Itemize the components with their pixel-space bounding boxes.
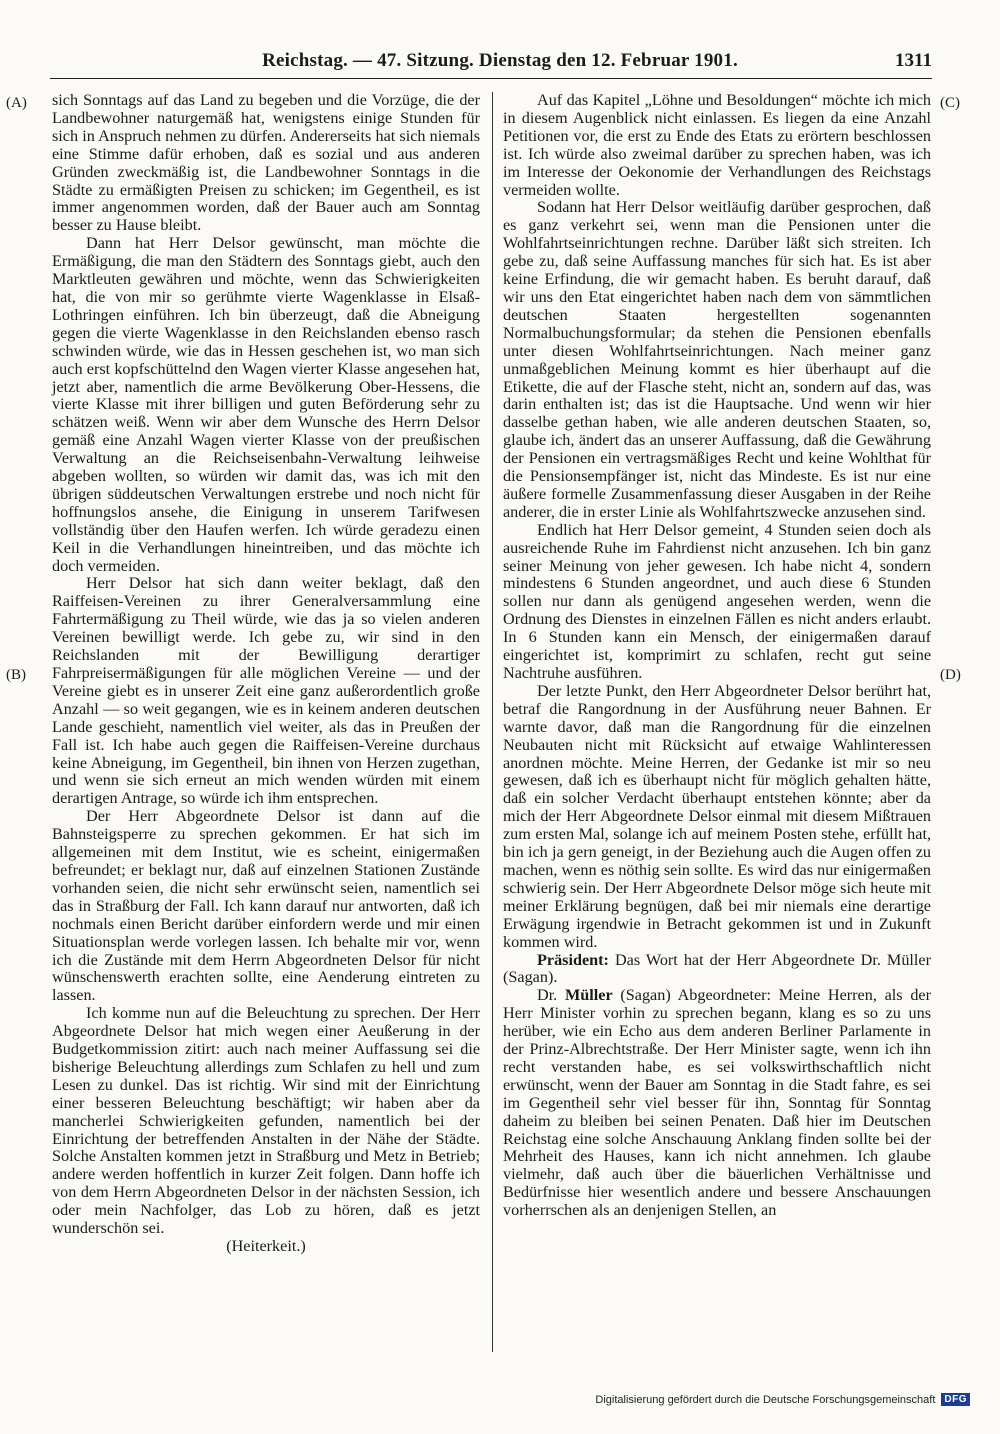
- footer: [595, 1393, 970, 1406]
- page-header: [0, 44, 1000, 78]
- speaker-label: Präsident:: [537, 950, 609, 969]
- margin-marker-c: (C): [940, 95, 960, 111]
- running-title: Reichstag. — 47. Sitzung. Dienstag den 12. Februar 1901.: [262, 50, 738, 71]
- paragraph: Der letzte Punkt, den Herr Abgeordneter Delsor berührt hat, betraf die Rangordnung in der Ausführung neuer Bahnen. Er warnte davor, daß man die Rangordnung für die einzelnen Neubauten nicht mit Rücksicht auf etwaige Wahlinteressen anordnen möchte. Meine Herren, der Gedanke ist mir so neu gewesen, daß ich es überhaupt nicht für möglich gehalten hätte, daß ein solcher Verdacht überhaupt entstehen könnte; aber da mich der Herr Abgeordnete Delsor einmal mit diesem Mißtrauen zum ersten Mal, solange ich auf meinem Posten stehe, erfüllt hat, bin ich ja gern geneigt, in der Beziehung auch die Augen offen zu machen, wenn es nöthig sein sollte. Es wird das nur einigermaßen schwierig sein. Der Herr Abgeordnete Delsor möge sich heute mit meiner Erklärung begnügen, daß bei mir niemals eine derartige Erwägung irgendwie in Betracht gekommen ist und in Zukunft kommen wird.: [503, 681, 931, 951]
- paragraph: Dann hat Herr Delsor gewünscht, man möchte die Ermäßigung, die man den Städtern des Sonntags giebt, auch den Marktleuten gewähren und möchte, wenn das Schwierigkeiten hat, die von mir so gerühmte vierte Wagenklasse in Elsaß-Lothringen einführen. Ich bin überzeugt, daß die Abneigung gegen die vierte Wagenklasse in den Reichslanden ebenso rasch schwinden würde, wie das in Hessen geschehen ist, wo man sich auch erst kopfschüttelnd den Wagen vierter Klasse angesehen hat, jetzt aber, namentlich die arme Bevölkerung Ober-Hessens, die vierte Klasse mit ihrer billigen und guten Beförderung sehr zu schätzen weiß. Wenn wir aber dem Wunsche des Herrn Delsor gemäß eine Anzahl Wagen vierter Klasse von der preußischen Verwaltung an die Reichseisenbahn-Verwaltung leihweise abgeben wollten, so würden wir damit das, was ich mit den übrigen süddeutschen Verwaltungen erstrebe und noch nicht für hoffnungslos ansehe, die Einigung in unserem Tarifwesen vollständig über den Haufen werfen. Ich würde geradezu einen Keil in die Verhandlungen hineintreiben, und das möchte ich doch vermeiden.: [52, 234, 480, 575]
- speaker-name: Müller: [564, 986, 613, 1005]
- speaker-paragraph: [503, 952, 931, 988]
- page-number: 1311: [895, 50, 932, 71]
- header-rule: [50, 78, 932, 79]
- right-column: [503, 92, 931, 1220]
- speaker-text: (Sagan) Abgeordneter: Meine Herren, als der Herr Minister vorhin zu sprechen begann, klang es so zu uns herüber, wie ein Echo aus dem anderen Berliner Parlamente in der Prinz-Albrechtstraße. Der Herr Minister sagte, wenn ich ihn recht verstanden habe, es sei volkswirthschaftlich nicht erwünscht, wenn der Bauer am Sonntag in die Stadt fahre, es sei im Gegentheil sehr viel besser für ihn, Sonntag für Sonntag daheim zu bleiben bei seinen Penaten. Daß hier im Deutschen Reichstag eine solche Anschauung Anklang finden sollte bei der Mehrheit des Hauses, kann ich nicht annehmen. Ich glaube vielmehr, daß auch über die bäuerlichen Verhältnisse und Bedürfnisse hier wesentlich andere und bessere Anschauungen vorherrschen als an denjenigen Stellen, an: [503, 986, 931, 1220]
- margin-marker-d: (D): [940, 667, 961, 683]
- paragraph: Herr Delsor hat sich dann weiter beklagt, daß den Raiffeisen-Vereinen zu ihrer Generalversammlung eine Fahrtermäßigung zu Theil würde, wie das ja so vielen anderen Vereinen bewilligt werde. Ich gebe zu, wir sind in den Reichslanden mit der Bewilligung derartiger Fahrpreisermäßigungen für alle möglichen Vereine — und der Vereine giebt es in unserer Zeit eine ganz außerordentlich große Anzahl — so weit gegangen, wie es in keinem anderen deutschen Lande geschieht, namentlich viel weiter, als das in Preußen der Fall ist. Ich habe auch gegen die Raiffeisen-Vereine durchaus keine Abneigung, im Gegentheil, bin ihnen von Herzen zugethan, und wenn sie sich erneut an mich wenden würden mit einem derartigen Antrage, so würde ich ihm entsprechen.: [52, 574, 480, 808]
- interjection: (Heiterkeit.): [226, 1237, 306, 1255]
- paragraph: Endlich hat Herr Delsor gemeint, 4 Stunden seien doch als ausreichende Ruhe im Fahrdienst nicht anzusehen. Ich bin ganz seiner Meinung von jeher gewesen. Ich habe nicht 4, sondern mindestens 6 Stunden angeordnet, und auch diese 6 Stunden sollen nur dann als genügend angesehen werden, wenn die Ordnung des Dienstes in einzelnen Fällen es nicht anders erlaubt. In 6 Stunden kann ein Mensch, der einigermaßen darauf eingerichtet ist, komprimirt zu schlafen, recht gut seine Nachtruhe ausführen.: [503, 520, 931, 682]
- margin-marker-b: (B): [6, 667, 26, 683]
- dfg-logo: DFG: [941, 1393, 970, 1406]
- paragraph: Der Herr Abgeordnete Delsor ist dann auf die Bahnsteigsperre zu sprechen gekommen. Er hat sich im allgemeinen mit dem Institut, wie es scheint, einigermaßen befreundet; er beklagt nur, daß auf einzelnen Stationen Zustände vorhanden seien, die nicht sehr erwünscht seien, namentlich sei das in Straßburg der Fall. Ich kann darauf nur antworten, daß ich nochmals einen Bericht darüber einfordern werde und mir einen Situationsplan werde vorlegen lassen. Ich behalte mir vor, wenn ich die Zustände mit dem Herrn Abgeordneten Delsor für nicht wünschenswerth erachten sollte, eine Aenderung eintreten zu lassen.: [52, 807, 480, 1005]
- column-divider: [492, 92, 493, 1352]
- speaker-title: Dr.: [537, 986, 565, 1005]
- margin-marker-a: (A): [6, 95, 27, 111]
- left-column: [52, 92, 480, 1256]
- paragraph: Auf das Kapitel „Löhne und Besoldungen“ möchte ich mich in diesem Augenblick nicht einlassen. Es liegen da eine Anzahl Petitionen vor, die erst zu Ende des Etats zu erörtern beschlossen ist. Ich würde also zweimal darüber zu sprechen haben, was ich im Interesse der Oekonomie der Verhandlungen des Reichstags vermeiden wollte.: [503, 91, 931, 199]
- speaker-paragraph: [503, 987, 931, 1220]
- paragraph: Sodann hat Herr Delsor weitläufig darüber gesprochen, daß es ganz verkehrt sei, wenn man die Pensionen unter die Wohlfahrtseinrichtungen rechne. Darüber läßt sich streiten. Ich gebe zu, daß seine Auffassung manches für sich hat. Es ist aber keine Erfindung, die wir gemacht haben. Es beruht darauf, daß wir uns den Etat eingerichtet haben nach dem von sämmtlichen deutschen Staaten hergestellten sogenannten Normalbuchungsformular; da stehen die Pensionen ebenfalls unter diesen Wohlfahrtseinrichtungen. Nach meiner ganz unmaßgeblichen Meinung kommt es hier überhaupt auf die Etikette, die auf der Flasche steht, nicht an, sondern auf das, was darin enthalten ist; das ist die Hauptsache. Und wenn wir hier dasselbe gethan haben, wie alle anderen deutschen Staaten, so, glaube ich, ändert das an unserer Auffassung, daß die Gewährung der Pensionen ein vertragsmäßiges Recht und keine Wohlthat für die Pensionsempfänger ist, nicht das Mindeste. Es ist nur eine äußere formelle Zusammenfassung dieser Ausgaben in der Reihe anderer, die in erster Linie als Wohlfahrtszwecke anzusehen sind.: [503, 198, 931, 521]
- speaker-text: Das Wort hat der Herr Abgeordnete Dr. Müller (Sagan).: [503, 950, 931, 987]
- funding-note: Digitalisierung gefördert durch die Deutsche Forschungsgemeinschaft: [595, 1393, 936, 1406]
- paragraph: sich Sonntags auf das Land zu begeben und die Vorzüge, die der Landbewohner naturgemäß hat, wenigstens einige Stunden für sich in Anspruch nehmen zu dürfen. Andererseits hat sich niemals eine Stimme dafür erhoben, daß es sozial und aus anderen Gründen zweckmäßig ist, die Landbewohner Sonntags in die Städte zu ermäßigten Preisen zu schicken; im Gegentheil, es ist immer angenommen worden, daß der Bauer auch am Sonntag besser zu Hause bleibt.: [52, 91, 480, 235]
- paragraph: Ich komme nun auf die Beleuchtung zu sprechen. Der Herr Abgeordnete Delsor hat mich wegen einer Aeußerung in der Budgetkommission zitirt: auch nach meiner Auffassung sei die bisherige Beleuchtung allerdings zum Schlafen zu hell und zum Lesen zu dunkel. Das ist richtig. Wir sind mit der Einrichtung einer besseren Beleuchtung beschäftigt; wir haben aber da mancherlei Schwierigkeiten gefunden, namentlich bei der Einrichtung der betreffenden Anstalten in der Nähe der Städte. Solche Anstalten kommen jetzt in Straßburg und Metz in Betrieb; andere werden hoffentlich in kurzer Zeit folgen. Dann hoffe ich von dem Herrn Abgeordneten Delsor in der nächsten Session, ich oder mein Nachfolger, das Lob zu hören, daß es jetzt wunderschön sei.: [52, 1004, 480, 1238]
